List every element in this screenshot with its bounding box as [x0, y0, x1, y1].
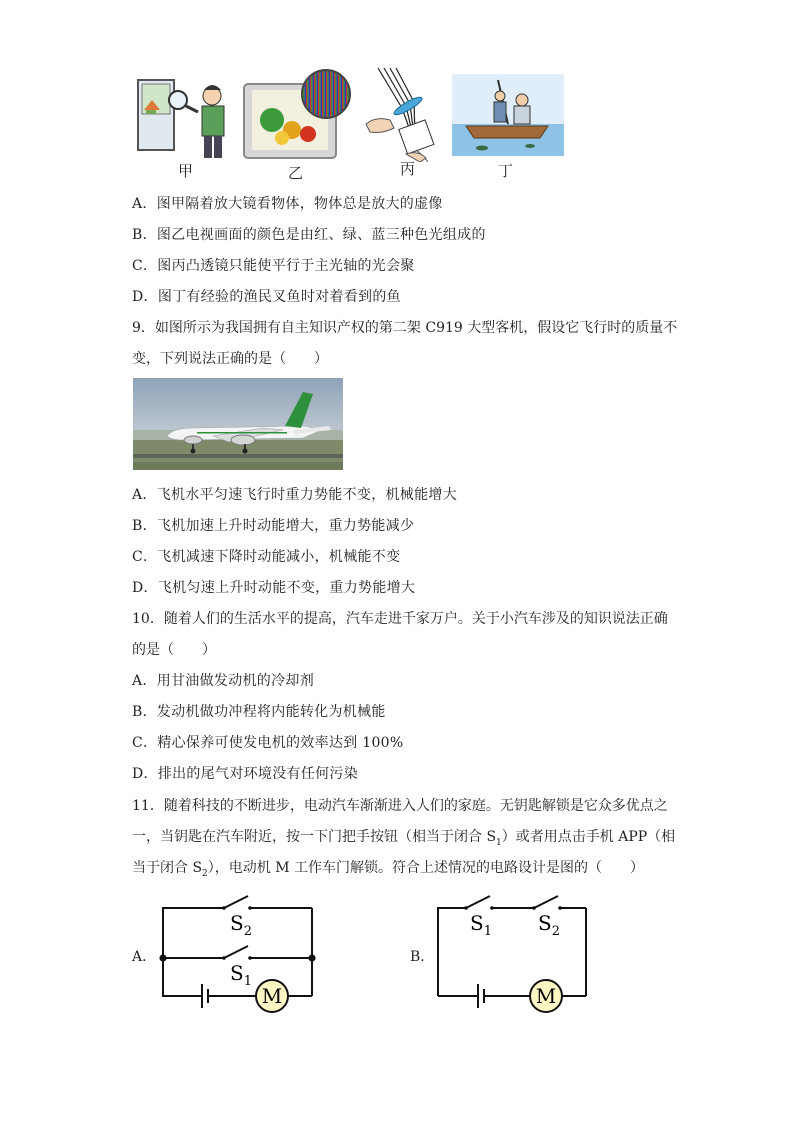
circuit-a-s1-label: $S_1$	[230, 961, 252, 989]
figure-jia-magnifier	[136, 70, 236, 162]
q9-stem-line1: 9．如图所示为我国拥有自主知识产权的第二架 C919 大型客机，假设它飞行时的质量不	[132, 320, 678, 336]
q8-option-b: B．图乙电视画面的颜色是由红、绿、蓝三种色光组成的	[132, 227, 486, 243]
q9-option-c: C．飞机减速下降时动能减小，机械能不变	[132, 549, 401, 565]
q9-stem-line2: 变，下列说法正确的是（ ）	[132, 351, 328, 367]
figure-yi-tv-pixels	[242, 68, 354, 162]
figure-ding-fisherman	[452, 74, 564, 156]
circuit-a-s2-label: $S_2$	[230, 911, 252, 939]
circuit-b-s1-label: $S_1$	[470, 911, 492, 939]
q9-option-d: D．飞机匀速上升时动能不变，重力势能增大	[132, 580, 416, 596]
optics-figures-row	[130, 66, 570, 186]
circuit-diagram-a	[150, 888, 330, 1018]
q11-stem-line2-sub: 1	[496, 837, 502, 848]
q11-stem-line2	[132, 826, 675, 848]
q8-option-c: C．图丙凸透镜只能使平行于主光轴的光会聚	[132, 258, 415, 274]
q11-stem-line3	[132, 857, 644, 879]
circuit-b-label: B．	[410, 949, 435, 965]
q8-option-d: D．图丁有经验的渔民叉鱼时对着看到的鱼	[132, 289, 401, 305]
circuit-a-label: A．	[132, 949, 157, 965]
q10-option-a: A．用甘油做发动机的冷却剂	[132, 673, 315, 689]
q10-stem-line1: 10．随着人们的生活水平的提高，汽车走进千家万户。关于小汽车涉及的知识说法正确	[132, 611, 668, 627]
q11-stem-line2-part-b: ）或者用点击手机 APP（相	[501, 829, 676, 845]
figure-label-bing: 丙	[400, 160, 416, 178]
figure-label-yi: 乙	[288, 164, 304, 182]
circuit-a-motor-label: M	[261, 984, 283, 1008]
q11-stem-line3-part-b: ），电动机 M 工作车门解锁。符合上述情况的电路设计是图的（ ）	[207, 860, 645, 876]
q10-option-c: C．精心保养可使发电机的效率达到 100%	[132, 735, 404, 751]
q10-option-d: D．排出的尾气对环境没有任何污染	[132, 766, 359, 782]
q8-option-a: A．图甲隔着放大镜看物体，物体总是放大的虚像	[132, 196, 443, 212]
figure-label-ding: 丁	[498, 162, 514, 180]
q11-stem-line3-sub: 2	[202, 868, 208, 879]
q9-option-b: B．飞机加速上升时动能增大，重力势能减少	[132, 518, 415, 534]
q10-option-b: B．发动机做功冲程将内能转化为机械能	[132, 704, 386, 720]
q10-stem-line2: 的是（ ）	[132, 642, 216, 658]
circuit-b-motor-label: M	[535, 984, 557, 1008]
c919-airplane-photo	[133, 378, 343, 470]
figure-bing-convex-lens	[362, 66, 442, 162]
circuit-diagram-b	[426, 888, 606, 1018]
q11-stem-line3-part-a: 当于闭合 S	[132, 860, 203, 876]
q11-stem-line1: 11．随着科技的不断进步，电动汽车渐渐进入人们的家庭。无钥匙解锁是它众多优点之	[132, 798, 668, 814]
q11-stem-line2-part-a: 一，当钥匙在汽车附近，按一下门把手按钮（相当于闭合 S	[132, 829, 497, 845]
circuit-b-s2-label: $S_2$	[538, 911, 560, 939]
figure-label-jia: 甲	[178, 162, 194, 180]
q9-option-a: A．飞机水平匀速飞行时重力势能不变，机械能增大	[132, 487, 458, 503]
